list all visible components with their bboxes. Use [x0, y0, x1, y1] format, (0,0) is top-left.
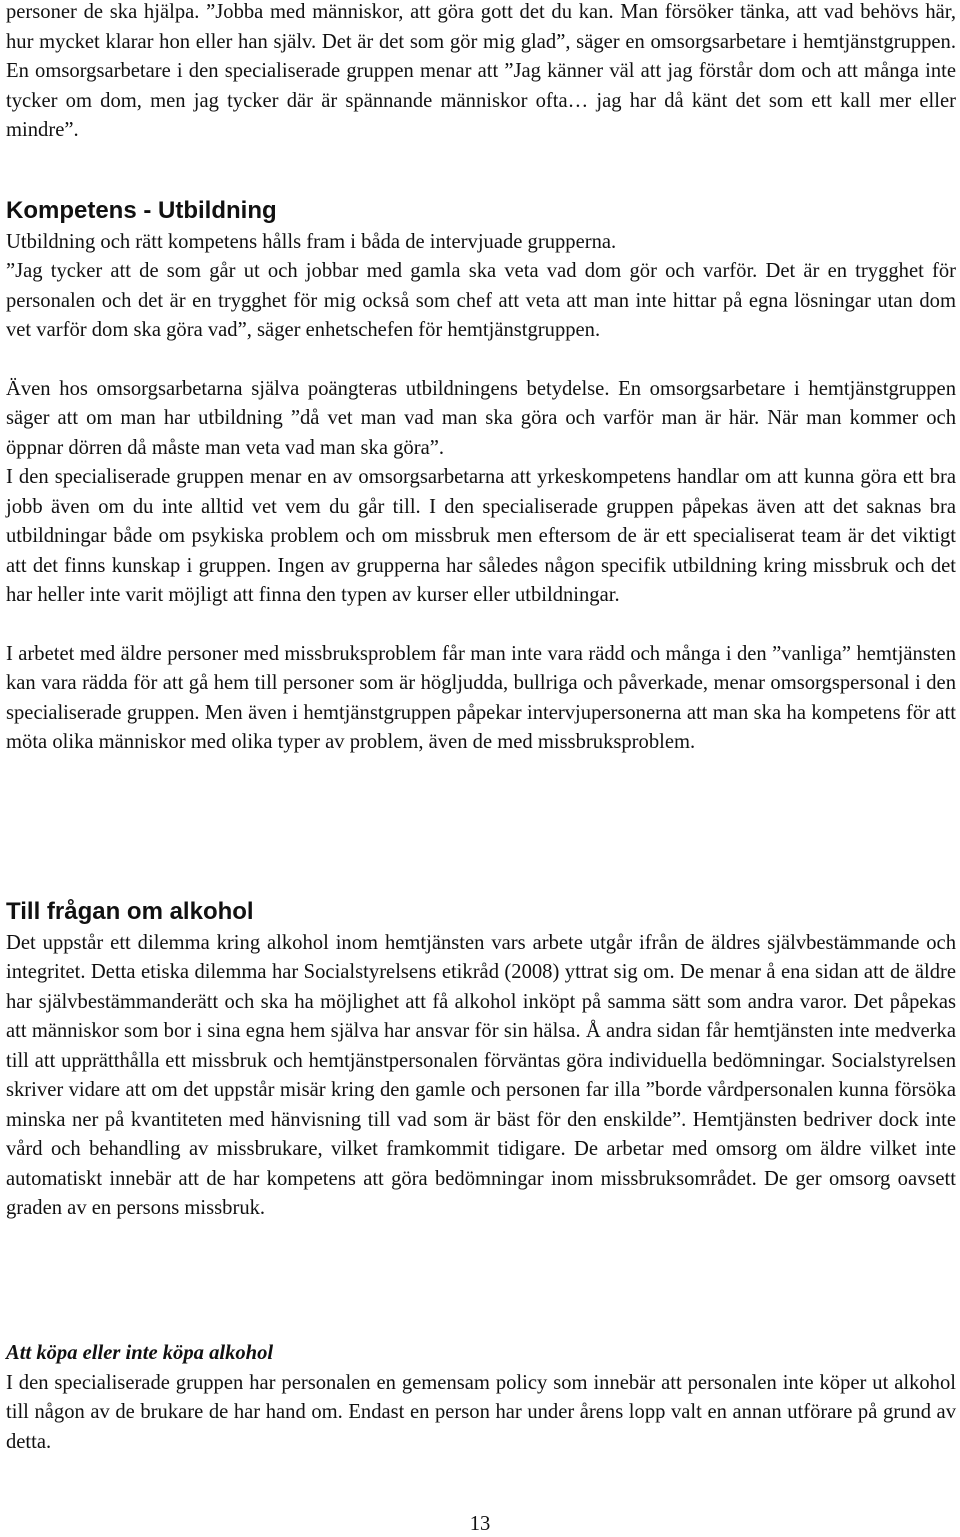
kopa-paragraph-1: I den specialiserade gruppen har personalen en gemensam policy som innebär att personalen inte köper ut alkohol till någon av de brukare de har hand om. Endast en person har under årens lopp valt en annan utförare på grund av detta. — [6, 1371, 956, 1453]
section-alkohol — [6, 897, 956, 1224]
subheading-kopa-alkohol: Att köpa eller inte köpa alkohol — [6, 1342, 274, 1364]
intro-paragraph: personer de ska hjälpa. ”Jobba med människor, att göra gott det du kan. Man försöker tänka, att vad behövs här, hur mycket klarar hon eller han själv. Det är det som gör mig glad”, säger en omsorgsarbetare i hemtjänstgruppen. En omsorgsarbetare i den specialiserade gruppen menar att ”Jag känner väl att jag förstår dom och att många inte tycker om dom, men jag tycker där är spännande människor ofta… jag har då känt det som ett kall mer eller mindre”. — [6, 1, 956, 141]
kompetens-paragraph-1-line-1: Utbildning och rätt kompetens hålls fram i båda de intervjuade grupperna. — [6, 230, 617, 253]
page-number: 13 — [469, 1513, 491, 1535]
kompetens-paragraph-3: I den specialiserade gruppen menar en av omsorgsarbetarna att yrkeskompetens handlar om att kunna göra ett bra jobb även om du inte alltid vet vem du går till. I den specialiserade gruppen påpekas även att det saknas bra utbildningar både om psykiska problem och om missbruk men eftersom de är ett specialiserat team är det viktigt att det finns kunskap i gruppen. Ingen av grupperna har således någon specifik utbildning kring missbruk och det har heller inte varit möjligt att finna den typen av kurser eller utbildningar. — [6, 466, 956, 606]
section-heading-alkohol: Till frågan om alkohol — [6, 898, 254, 925]
kompetens-paragraph-4: I arbetet med äldre personer med missbruksproblem får man inte vara rädd och många i den ”vanliga” hemtjänsten kan vara rädda för att gå hem till personer som är högljudda, bullriga och påverkade, menar omsorgspersonal i den specialiserade gruppen. Men även i hemtjänstgruppen påpekar intervjupersonerna att man ska ha kompetens för att möta olika människor med olika typer av problem, även de med missbruksproblem. — [6, 642, 956, 753]
section-kopa-alkohol — [6, 1339, 956, 1457]
kompetens-paragraph-1: ”Jag tycker att de som går ut och jobbar med gamla ska veta vad dom gör och varför. Det är en trygghet för personalen och det är en trygghet för mig också som chef att veta att man inte hittar på egna lösningar utan dom vet varför dom ska göra vad”, säger enhetschefen för hemtjänstgruppen. — [6, 260, 956, 341]
alkohol-paragraph-1: Det uppstår ett dilemma kring alkohol inom hemtjänsten vars arbete utgår ifrån de äldres självbestämmande och integritet. Detta etiska dilemma har Socialstyrelsens etikråd (2008) yttrat sig om. De menar å ena sidan att de äldre har självbestämmanderätt och ska ha möjlighet att få alkohol inköpt på samma sätt som andra varor. Det påpekas att människor som bor i sina egna hem själva har ansvar för sin hälsa. Å andra sidan får hemtjänsten inte medverka till att upprätthålla ett missbruk och hemtjänstpersonalen förväntas göra individuella bedömningar. Socialstyrelsen skriver vidare att om det uppstår misär kring den gamle och personen far illa ”borde vårdpersonalen kunna försöka minska ner på kvantiteten med hänvisning till vad som är bäst för den enskilde”. Hemtjänsten bedriver dock inte vård och behandling av missbrukare, vilket framkommit tidigare. De arbetar med omsorg om äldre vilket inte automatiskt innebär att de har kompetens att göra bedömningar inom missbruksområdet. De ger omsorg oavsett graden av en persons missbruk. — [6, 931, 956, 1219]
kompetens-paragraph-2: Även hos omsorgsarbetarna själva poängteras utbildningens betydelse. En omsorgsarbetare i hemtjänstgruppen säger att om man har utbildning ”då vet man vad man ska göra och varför man är här. När man kommer och öppnar dörren då måste man veta vad man ska göra”. — [6, 377, 956, 459]
section-kompetens — [6, 196, 956, 758]
section-heading-kompetens: Kompetens - Utbildning — [6, 197, 277, 224]
